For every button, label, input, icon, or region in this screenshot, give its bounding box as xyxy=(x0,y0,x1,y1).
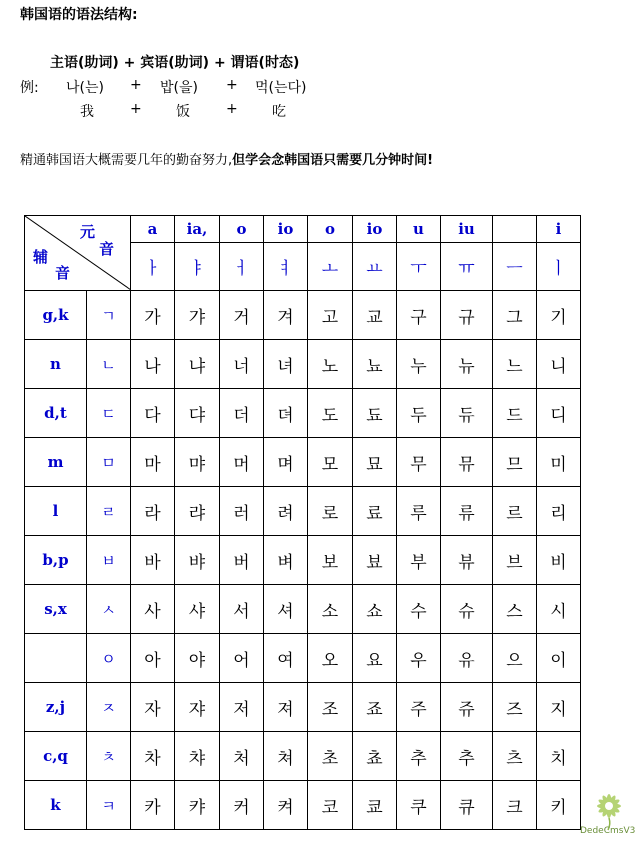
syllable-cell: 시 xyxy=(537,585,581,634)
vowel-jamo-cell: ㅕ xyxy=(264,243,308,291)
consonant-roman-cell: l xyxy=(25,487,87,536)
consonant-jamo-cell: ㅇ xyxy=(87,634,131,683)
consonant-jamo-cell: ㅊ xyxy=(87,732,131,781)
consonant-roman-cell: k xyxy=(25,781,87,830)
vowel-roman-cell: io xyxy=(264,216,308,243)
vowel-jamo-cell: ㅠ xyxy=(441,243,493,291)
syllable-cell: 챠 xyxy=(175,732,220,781)
syllable-cell: 류 xyxy=(441,487,493,536)
syllable-cell: 유 xyxy=(441,634,493,683)
consonant-roman-cell xyxy=(25,634,87,683)
syllable-cell: 려 xyxy=(264,487,308,536)
intro-bold: 但学会念韩国语只需要几分钟时间! xyxy=(232,153,434,168)
syllable-cell: 수 xyxy=(397,585,441,634)
syllable-cell: 코 xyxy=(308,781,353,830)
syllable-cell: 뱌 xyxy=(175,536,220,585)
table-row xyxy=(25,340,581,389)
consonant-roman-cell: z,j xyxy=(25,683,87,732)
syllable-cell: 셔 xyxy=(264,585,308,634)
syllable-cell: 느 xyxy=(493,340,537,389)
grammar-formula: 主语(助词) + 宾语(助词) + 谓语(时态) xyxy=(50,55,300,71)
example-label: 例: xyxy=(20,80,39,96)
vowel-jamo-cell: ㅡ xyxy=(493,243,537,291)
consonant-jamo-cell: ㄴ xyxy=(87,340,131,389)
syllable-cell: 스 xyxy=(493,585,537,634)
syllable-cell: 사 xyxy=(131,585,175,634)
consonant-jamo-cell: ㅈ xyxy=(87,683,131,732)
consonant-roman-cell: m xyxy=(25,438,87,487)
table-row xyxy=(25,438,581,487)
syllable-cell: 르 xyxy=(493,487,537,536)
syllable-cell: 여 xyxy=(264,634,308,683)
syllable-cell: 츠 xyxy=(493,732,537,781)
vowel-roman-cell: o xyxy=(308,216,353,243)
syllable-cell: 교 xyxy=(353,291,397,340)
syllable-cell: 쟈 xyxy=(175,683,220,732)
vowel-roman-row xyxy=(25,216,581,243)
vowel-roman-cell: io xyxy=(353,216,397,243)
example-chinese-verb: 吃 xyxy=(272,104,286,120)
vowel-jamo-cell: ㅛ xyxy=(353,243,397,291)
consonant-roman-cell: b,p xyxy=(25,536,87,585)
syllable-cell: 니 xyxy=(537,340,581,389)
consonant-jamo-cell: ㅂ xyxy=(87,536,131,585)
vowel-roman-cell: i xyxy=(537,216,581,243)
syllable-cell: 므 xyxy=(493,438,537,487)
syllable-cell: 드 xyxy=(493,389,537,438)
syllable-cell: 자 xyxy=(131,683,175,732)
syllable-cell: 요 xyxy=(353,634,397,683)
consonant-jamo-cell: ㄷ xyxy=(87,389,131,438)
syllable-cell: 큐 xyxy=(441,781,493,830)
syllable-cell: 됴 xyxy=(353,389,397,438)
vowel-jamo-cell: ㅓ xyxy=(220,243,264,291)
syllable-cell: 치 xyxy=(537,732,581,781)
syllable-cell: 져 xyxy=(264,683,308,732)
syllable-cell: 샤 xyxy=(175,585,220,634)
consonant-roman-cell: g,k xyxy=(25,291,87,340)
syllable-cell: 로 xyxy=(308,487,353,536)
example-plus: + xyxy=(226,101,238,117)
table-row xyxy=(25,487,581,536)
syllable-cell: 이 xyxy=(537,634,581,683)
syllable-cell: 바 xyxy=(131,536,175,585)
syllable-cell: 어 xyxy=(220,634,264,683)
syllable-cell: 커 xyxy=(220,781,264,830)
syllable-cell: 묘 xyxy=(353,438,397,487)
example-plus: + xyxy=(130,77,142,93)
syllable-cell: 먀 xyxy=(175,438,220,487)
syllable-cell: 갸 xyxy=(175,291,220,340)
vowel-roman-cell: a xyxy=(131,216,175,243)
syllable-cell: 더 xyxy=(220,389,264,438)
syllable-cell: 무 xyxy=(397,438,441,487)
hangul-syllable-table xyxy=(24,215,581,830)
syllable-cell: 쇼 xyxy=(353,585,397,634)
example-korean-subject: 나(는) xyxy=(66,80,104,96)
syllable-cell: 마 xyxy=(131,438,175,487)
syllable-cell: 뇨 xyxy=(353,340,397,389)
vowel-jamo-cell: ㅗ xyxy=(308,243,353,291)
watermark-text: DedeCmsV3 xyxy=(580,826,636,836)
vowel-roman-cell: o xyxy=(220,216,264,243)
example-chinese-object: 饭 xyxy=(176,104,190,120)
vowel-jamo-cell: ㅣ xyxy=(537,243,581,291)
syllable-cell: 료 xyxy=(353,487,397,536)
syllable-cell: 리 xyxy=(537,487,581,536)
syllable-cell: 너 xyxy=(220,340,264,389)
vowel-roman-cell xyxy=(493,216,537,243)
syllable-cell: 즈 xyxy=(493,683,537,732)
syllable-cell: 머 xyxy=(220,438,264,487)
vowel-roman-cell: u xyxy=(397,216,441,243)
syllable-cell: 뮤 xyxy=(441,438,493,487)
syllable-cell: 도 xyxy=(308,389,353,438)
syllable-cell: 며 xyxy=(264,438,308,487)
intro-normal: 精通韩国语大概需要几年的勤奋努力, xyxy=(20,153,233,168)
example-korean-verb: 먹(는다) xyxy=(255,80,307,96)
vowel-roman-cell: iu xyxy=(441,216,493,243)
syllable-cell: 저 xyxy=(220,683,264,732)
syllable-cell: 모 xyxy=(308,438,353,487)
syllable-cell: 보 xyxy=(308,536,353,585)
syllable-cell: 버 xyxy=(220,536,264,585)
corner-consonant-word-1: 辅 xyxy=(33,248,49,266)
corner-consonant-word-2: 音 xyxy=(55,264,71,282)
syllable-cell: 두 xyxy=(397,389,441,438)
syllable-cell: 듀 xyxy=(441,389,493,438)
syllable-cell: 고 xyxy=(308,291,353,340)
syllable-cell: 루 xyxy=(397,487,441,536)
vowel-jamo-cell: ㅜ xyxy=(397,243,441,291)
syllable-cell: 처 xyxy=(220,732,264,781)
syllable-cell: 나 xyxy=(131,340,175,389)
page-title: 韩国语的语法结构: xyxy=(20,7,138,23)
syllable-cell: 크 xyxy=(493,781,537,830)
consonant-jamo-cell: ㅅ xyxy=(87,585,131,634)
syllable-cell: 뵤 xyxy=(353,536,397,585)
syllable-cell: 냐 xyxy=(175,340,220,389)
table-row xyxy=(25,585,581,634)
syllable-cell: 캬 xyxy=(175,781,220,830)
syllable-cell: 주 xyxy=(397,683,441,732)
vowel-jamo-cell: ㅏ xyxy=(131,243,175,291)
table-row xyxy=(25,291,581,340)
corner-vowel-word-1: 元 xyxy=(80,223,96,241)
syllable-cell: 라 xyxy=(131,487,175,536)
example-plus: + xyxy=(226,77,238,93)
consonant-roman-cell: n xyxy=(25,340,87,389)
consonant-roman-cell: c,q xyxy=(25,732,87,781)
table-row xyxy=(25,634,581,683)
consonant-roman-cell: d,t xyxy=(25,389,87,438)
corner-vowel-word-2: 音 xyxy=(99,240,115,258)
syllable-cell: 뉴 xyxy=(441,340,493,389)
syllable-cell: 거 xyxy=(220,291,264,340)
syllable-cell: 겨 xyxy=(264,291,308,340)
syllable-cell: 쿠 xyxy=(397,781,441,830)
vowel-jamo-cell: ㅑ xyxy=(175,243,220,291)
syllable-cell: 노 xyxy=(308,340,353,389)
syllable-cell: 으 xyxy=(493,634,537,683)
syllable-cell: 쿄 xyxy=(353,781,397,830)
syllable-cell: 비 xyxy=(537,536,581,585)
syllable-cell: 켜 xyxy=(264,781,308,830)
example-chinese-subject: 我 xyxy=(80,104,94,120)
syllable-cell: 기 xyxy=(537,291,581,340)
syllable-cell: 슈 xyxy=(441,585,493,634)
syllable-cell: 조 xyxy=(308,683,353,732)
consonant-jamo-cell: ㄹ xyxy=(87,487,131,536)
consonant-jamo-cell: ㄱ xyxy=(87,291,131,340)
table-row xyxy=(25,732,581,781)
syllable-cell: 가 xyxy=(131,291,175,340)
syllable-cell: 키 xyxy=(537,781,581,830)
syllable-cell: 뎌 xyxy=(264,389,308,438)
table-row xyxy=(25,536,581,585)
example-plus: + xyxy=(130,101,142,117)
vowel-roman-cell: ia, xyxy=(175,216,220,243)
syllable-cell: 녀 xyxy=(264,340,308,389)
syllable-cell: 오 xyxy=(308,634,353,683)
syllable-cell: 야 xyxy=(175,634,220,683)
syllable-cell: 서 xyxy=(220,585,264,634)
syllable-cell: 카 xyxy=(131,781,175,830)
table-row xyxy=(25,683,581,732)
syllable-cell: 디 xyxy=(537,389,581,438)
syllable-cell: 지 xyxy=(537,683,581,732)
syllable-cell: 다 xyxy=(131,389,175,438)
syllable-cell: 러 xyxy=(220,487,264,536)
table-corner xyxy=(25,216,131,291)
syllable-cell: 누 xyxy=(397,340,441,389)
syllable-cell: 랴 xyxy=(175,487,220,536)
example-korean-object: 밥(을) xyxy=(160,80,198,96)
table-row xyxy=(25,389,581,438)
consonant-jamo-cell: ㅋ xyxy=(87,781,131,830)
syllable-cell: 부 xyxy=(397,536,441,585)
syllable-cell: 초 xyxy=(308,732,353,781)
syllable-cell: 구 xyxy=(397,291,441,340)
syllable-cell: 뷰 xyxy=(441,536,493,585)
syllable-cell: 댜 xyxy=(175,389,220,438)
syllable-cell: 아 xyxy=(131,634,175,683)
syllable-cell: 쳐 xyxy=(264,732,308,781)
syllable-cell: 죠 xyxy=(353,683,397,732)
syllable-cell: 규 xyxy=(441,291,493,340)
syllable-cell: 쵸 xyxy=(353,732,397,781)
syllable-cell: 우 xyxy=(397,634,441,683)
consonant-roman-cell: s,x xyxy=(25,585,87,634)
syllable-cell: 브 xyxy=(493,536,537,585)
consonant-jamo-cell: ㅁ xyxy=(87,438,131,487)
syllable-cell: 추 xyxy=(441,732,493,781)
syllable-cell: 미 xyxy=(537,438,581,487)
syllable-cell: 추 xyxy=(397,732,441,781)
syllable-cell: 소 xyxy=(308,585,353,634)
syllable-cell: 그 xyxy=(493,291,537,340)
syllable-cell: 벼 xyxy=(264,536,308,585)
syllable-cell: 차 xyxy=(131,732,175,781)
syllable-cell: 쥬 xyxy=(441,683,493,732)
intro-text xyxy=(20,149,433,168)
table-row xyxy=(25,781,581,830)
